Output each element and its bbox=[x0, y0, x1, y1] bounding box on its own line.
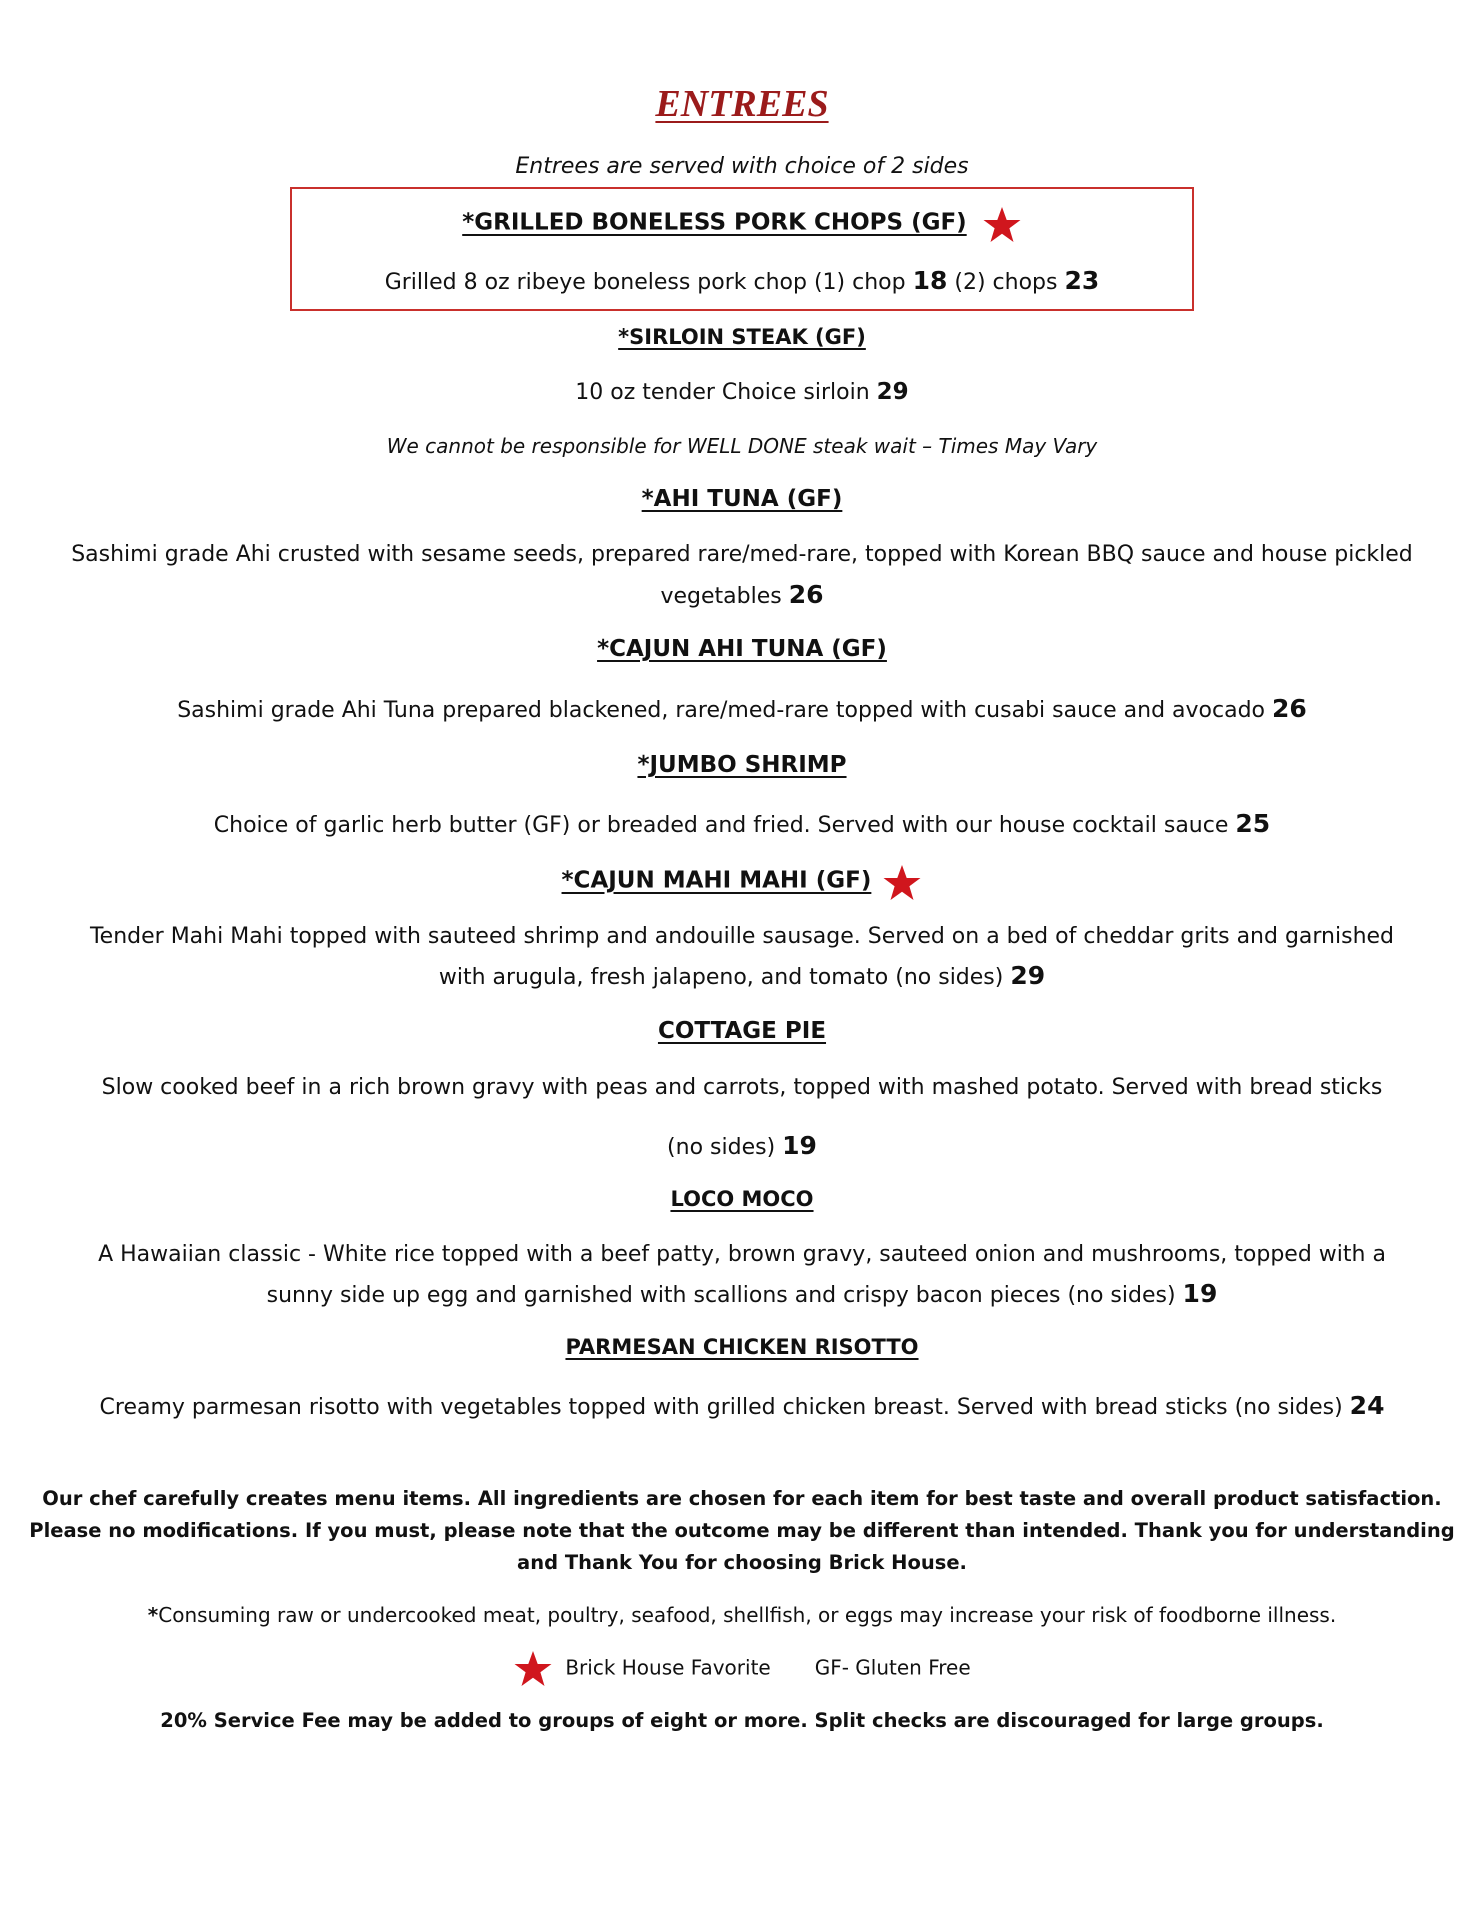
menu-item-name: PARMESAN CHICKEN RISOTTO bbox=[565, 1335, 919, 1359]
menu-item-description-cont: with arugula, fresh jalapeno, and tomato (no sides) 29 bbox=[438, 961, 1046, 990]
menu-item-name: *SIRLOIN STEAK (GF) bbox=[618, 325, 866, 349]
chef-note-line: and Thank You for choosing Brick House. bbox=[517, 1551, 967, 1574]
star-icon bbox=[882, 864, 922, 902]
menu-item-description: 10 oz tender Choice sirloin 29 bbox=[575, 379, 909, 405]
price: 29 bbox=[1010, 961, 1046, 990]
menu-item-description: Choice of garlic herb butter (GF) or breaded and fried. Served with our house cocktail sauce 25 bbox=[213, 809, 1271, 838]
price: 18 bbox=[912, 266, 948, 295]
menu-item-description: A Hawaiian classic - White rice topped with a beef patty, brown gravy, sauteed onion and mushrooms, topped with a bbox=[98, 1242, 1386, 1267]
menu-item-description-cont: vegetables 26 bbox=[660, 580, 824, 609]
menu-item-description: Sashimi grade Ahi Tuna prepared blackened, rare/med-rare topped with cusabi sauce and avocado 26 bbox=[177, 694, 1307, 723]
legend-gluten-free: GF- Gluten Free bbox=[814, 1655, 971, 1680]
chef-note-line: Our chef carefully creates menu items. All ingredients are chosen for each item for best taste and overall product satisfaction. bbox=[42, 1487, 1442, 1510]
price: 29 bbox=[876, 379, 909, 405]
menu-item-description: Slow cooked beef in a rich brown gravy with peas and carrots, topped with mashed potato. Served with bread sticks bbox=[101, 1075, 1383, 1100]
price: 25 bbox=[1235, 809, 1271, 838]
menu-item-name: *CAJUN MAHI MAHI (GF) bbox=[561, 867, 872, 894]
menu-item-name: *JUMBO SHRIMP bbox=[637, 752, 847, 778]
price: 23 bbox=[1064, 266, 1100, 295]
menu-item-name-row bbox=[0, 864, 1484, 902]
menu-item-description: Grilled 8 oz ribeye boneless pork chop (1) chop 18 (2) chops 23 bbox=[384, 266, 1100, 295]
chef-note-line: Please no modifications. If you must, please note that the outcome may be different than intended. Thank you for understanding bbox=[29, 1519, 1455, 1542]
star-icon bbox=[513, 1650, 553, 1688]
menu-item-name: *GRILLED BONELESS PORK CHOPS (GF) bbox=[462, 209, 967, 236]
price: 24 bbox=[1349, 1391, 1385, 1420]
service-fee-note: 20% Service Fee may be added to groups of eight or more. Split checks are discouraged for large groups. bbox=[160, 1709, 1324, 1732]
legend bbox=[0, 1650, 1484, 1688]
menu-item-name: COTTAGE PIE bbox=[657, 1018, 827, 1044]
menu-item-name: LOCO MOCO bbox=[670, 1187, 814, 1211]
menu-item-description: Creamy parmesan risotto with vegetables topped with grilled chicken breast. Served with bread sticks (no sides) 24 bbox=[99, 1391, 1385, 1420]
menu-item-name-row bbox=[0, 206, 1484, 244]
page-title: ENTREES bbox=[655, 83, 829, 125]
menu-item-name: *CAJUN AHI TUNA (GF) bbox=[597, 636, 887, 662]
page-subtitle: Entrees are served with choice of 2 sides bbox=[515, 154, 969, 179]
price: 26 bbox=[788, 580, 824, 609]
menu-item-description-cont: sunny side up egg and garnished with scallions and crispy bacon pieces (no sides) 19 bbox=[266, 1279, 1218, 1308]
price: 19 bbox=[782, 1131, 817, 1160]
star-icon bbox=[982, 206, 1022, 244]
price: 26 bbox=[1271, 694, 1307, 723]
menu-item-description: Tender Mahi Mahi topped with sauteed shrimp and andouille sausage. Served on a bed of cheddar grits and garnished bbox=[89, 924, 1395, 949]
menu-item-description: Sashimi grade Ahi crusted with sesame seeds, prepared rare/med-rare, topped with Korean BBQ sauce and house pickled bbox=[71, 542, 1413, 567]
health-warning: *Consuming raw or undercooked meat, poultry, seafood, shellfish, or eggs may increase your risk of foodborne illness. bbox=[147, 1603, 1337, 1627]
menu-item-description-cont: (no sides) 19 bbox=[667, 1131, 817, 1160]
legend-favorite: Brick House Favorite bbox=[565, 1655, 771, 1680]
menu-item-name: *AHI TUNA (GF) bbox=[641, 486, 843, 512]
menu-item-note: We cannot be responsible for WELL DONE steak wait – Times May Vary bbox=[386, 434, 1098, 458]
price: 19 bbox=[1182, 1279, 1218, 1308]
